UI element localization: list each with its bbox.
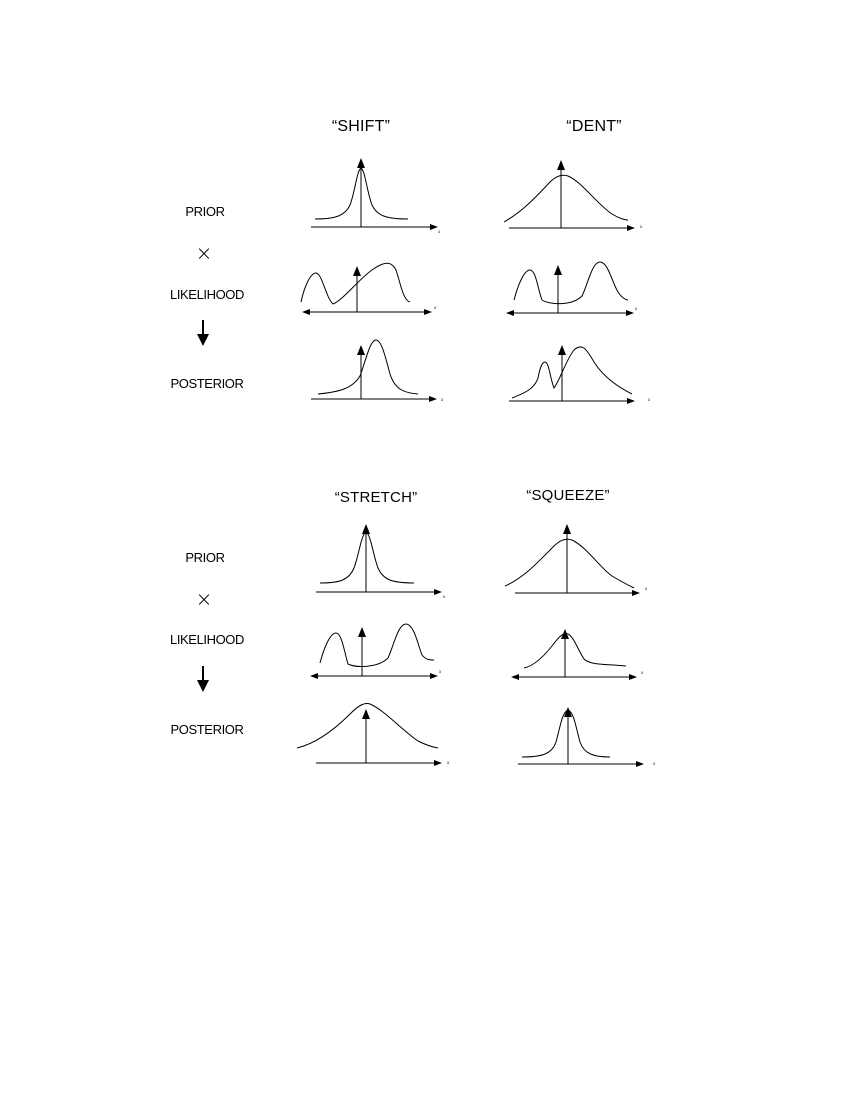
axis-label-x: x <box>447 761 450 766</box>
plot-squeeze-likelihood <box>511 629 637 680</box>
plot-dent-likelihood <box>506 262 634 316</box>
axis-label-x: x <box>441 398 444 403</box>
title-dent: “DENT” <box>566 118 622 135</box>
label-posterior-2: POSTERIOR <box>170 722 244 737</box>
prior-curve <box>320 532 414 583</box>
plot-shift-prior <box>311 158 438 230</box>
title-shift: “SHIFT” <box>331 118 391 135</box>
label-posterior-1: POSTERIOR <box>170 376 244 391</box>
prior-curve <box>505 539 634 588</box>
likelihood-curve <box>301 263 410 304</box>
posterior-curve <box>297 703 438 748</box>
axis-label-x: x <box>653 762 656 767</box>
times-symbol-1: × <box>195 241 213 265</box>
plot-stretch-prior <box>316 524 442 595</box>
plot-dent-posterior <box>509 345 635 404</box>
title-squeeze: “SQUEEZE” <box>526 487 610 504</box>
label-likelihood-1: LIKELIHOOD <box>169 287 245 302</box>
axis-label-x: x <box>439 670 442 675</box>
times-symbol-2: × <box>195 587 213 611</box>
axis-label-x: x <box>434 306 437 311</box>
plot-shift-posterior <box>311 340 437 402</box>
label-likelihood-2: LIKELIHOOD <box>169 632 245 647</box>
plot-shift-likelihood <box>301 263 432 315</box>
likelihood-curve <box>514 262 628 304</box>
posterior-curve <box>318 340 418 394</box>
plot-stretch-posterior <box>297 703 442 766</box>
plot-dent-prior <box>504 160 635 231</box>
likelihood-curve <box>320 624 434 666</box>
axis-label-x: x <box>438 230 441 235</box>
axis-label-x: x <box>648 398 651 403</box>
posterior-curve <box>522 710 610 757</box>
label-prior-2: PRIOR <box>185 550 225 565</box>
title-stretch: “STRETCH” <box>334 489 418 506</box>
label-prior-1: PRIOR <box>185 204 225 219</box>
plot-stretch-likelihood <box>310 624 438 679</box>
likelihood-curve <box>524 634 626 668</box>
plot-squeeze-prior <box>505 524 640 596</box>
prior-curve <box>504 175 628 222</box>
axis-label-x: x <box>635 307 638 312</box>
axis-label-x: x <box>645 587 648 592</box>
axis-label-x: x <box>443 595 446 600</box>
axis-label-x: x <box>640 225 643 230</box>
axis-label-x: x <box>641 671 644 676</box>
posterior-curve <box>512 347 632 398</box>
plot-squeeze-posterior <box>518 707 644 767</box>
